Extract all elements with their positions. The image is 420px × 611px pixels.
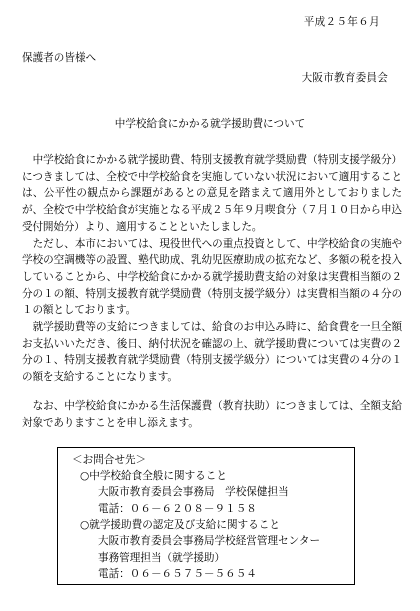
document-body xyxy=(22,152,402,431)
addressee-label: 保護者の皆様へ xyxy=(22,52,97,64)
issuer-label: 大阪市教育委員会 xyxy=(301,72,388,84)
paragraph-4: なお、中学校給食にかかる生活保護費（教育扶助）につきましては、全額支給対象でありますことを申し添えます。 xyxy=(22,399,402,429)
contact-box xyxy=(57,447,355,585)
contact-lunch-tel: 電話：０６－６２０８－９１５８ xyxy=(98,502,257,515)
contact-item-lunch: ○中学校給食全般に関すること xyxy=(80,470,227,482)
paragraph-3: 就学援助費等の支給につきましては、給食のお申込み時に、給食費を一旦全額お支払いいただき、後日、納付状況を確認の上、就学援助費については実費の２分の１、特別支援教育就学奨励費（特別支援学級分）については実費の４分の１の額を支給することになります。 xyxy=(22,321,402,384)
contact-item-aid: ○就学援助費の認定及び支給に関すること xyxy=(80,519,280,531)
paragraph-2: ただし、本市においては、現役世代への重点投資として、中学校給食の実施や学校の空調機等の設置、塾代助成、乳幼児医療助成の拡充など、多額の税を投入していることから、中学校給食にかかる就学援助費支給の対象は実費相当額の２分の１の額、特別支援教育就学奨励費（特別支援学級分）は実費相当額の４分の１の額としております。 xyxy=(22,237,402,317)
contact-aid-tel: 電話：０６－６５７５－５６５４ xyxy=(98,568,257,580)
date-label: 平成２５年６月 xyxy=(303,16,380,28)
contact-aid-org: 大阪市教育委員会事務局学校経営管理センター xyxy=(98,535,321,547)
contact-aid-dept: 事務管理担当（就学援助） xyxy=(98,551,226,564)
contact-lunch-org: 大阪市教育委員会事務局 学校保健担当 xyxy=(98,486,289,498)
paragraph-1: 中学校給食にかかる就学援助費、特別支援教育就学奨励費（特別支援学級分）につきましては、全校で中学校給食を実施していない状況において適用することは、公平性の観点から課題があるとの意見を踏まえて適用外としておりましたが、全校で中学校給食が実施となる平成２５年９月喫食分（７月１０日から申込受付開始分）より、適用することといたしました。 xyxy=(22,154,402,233)
document-subject: 中学校給食にかかる就学援助費について xyxy=(114,118,306,130)
contact-title: ＜お問合せ先＞ xyxy=(72,454,147,466)
